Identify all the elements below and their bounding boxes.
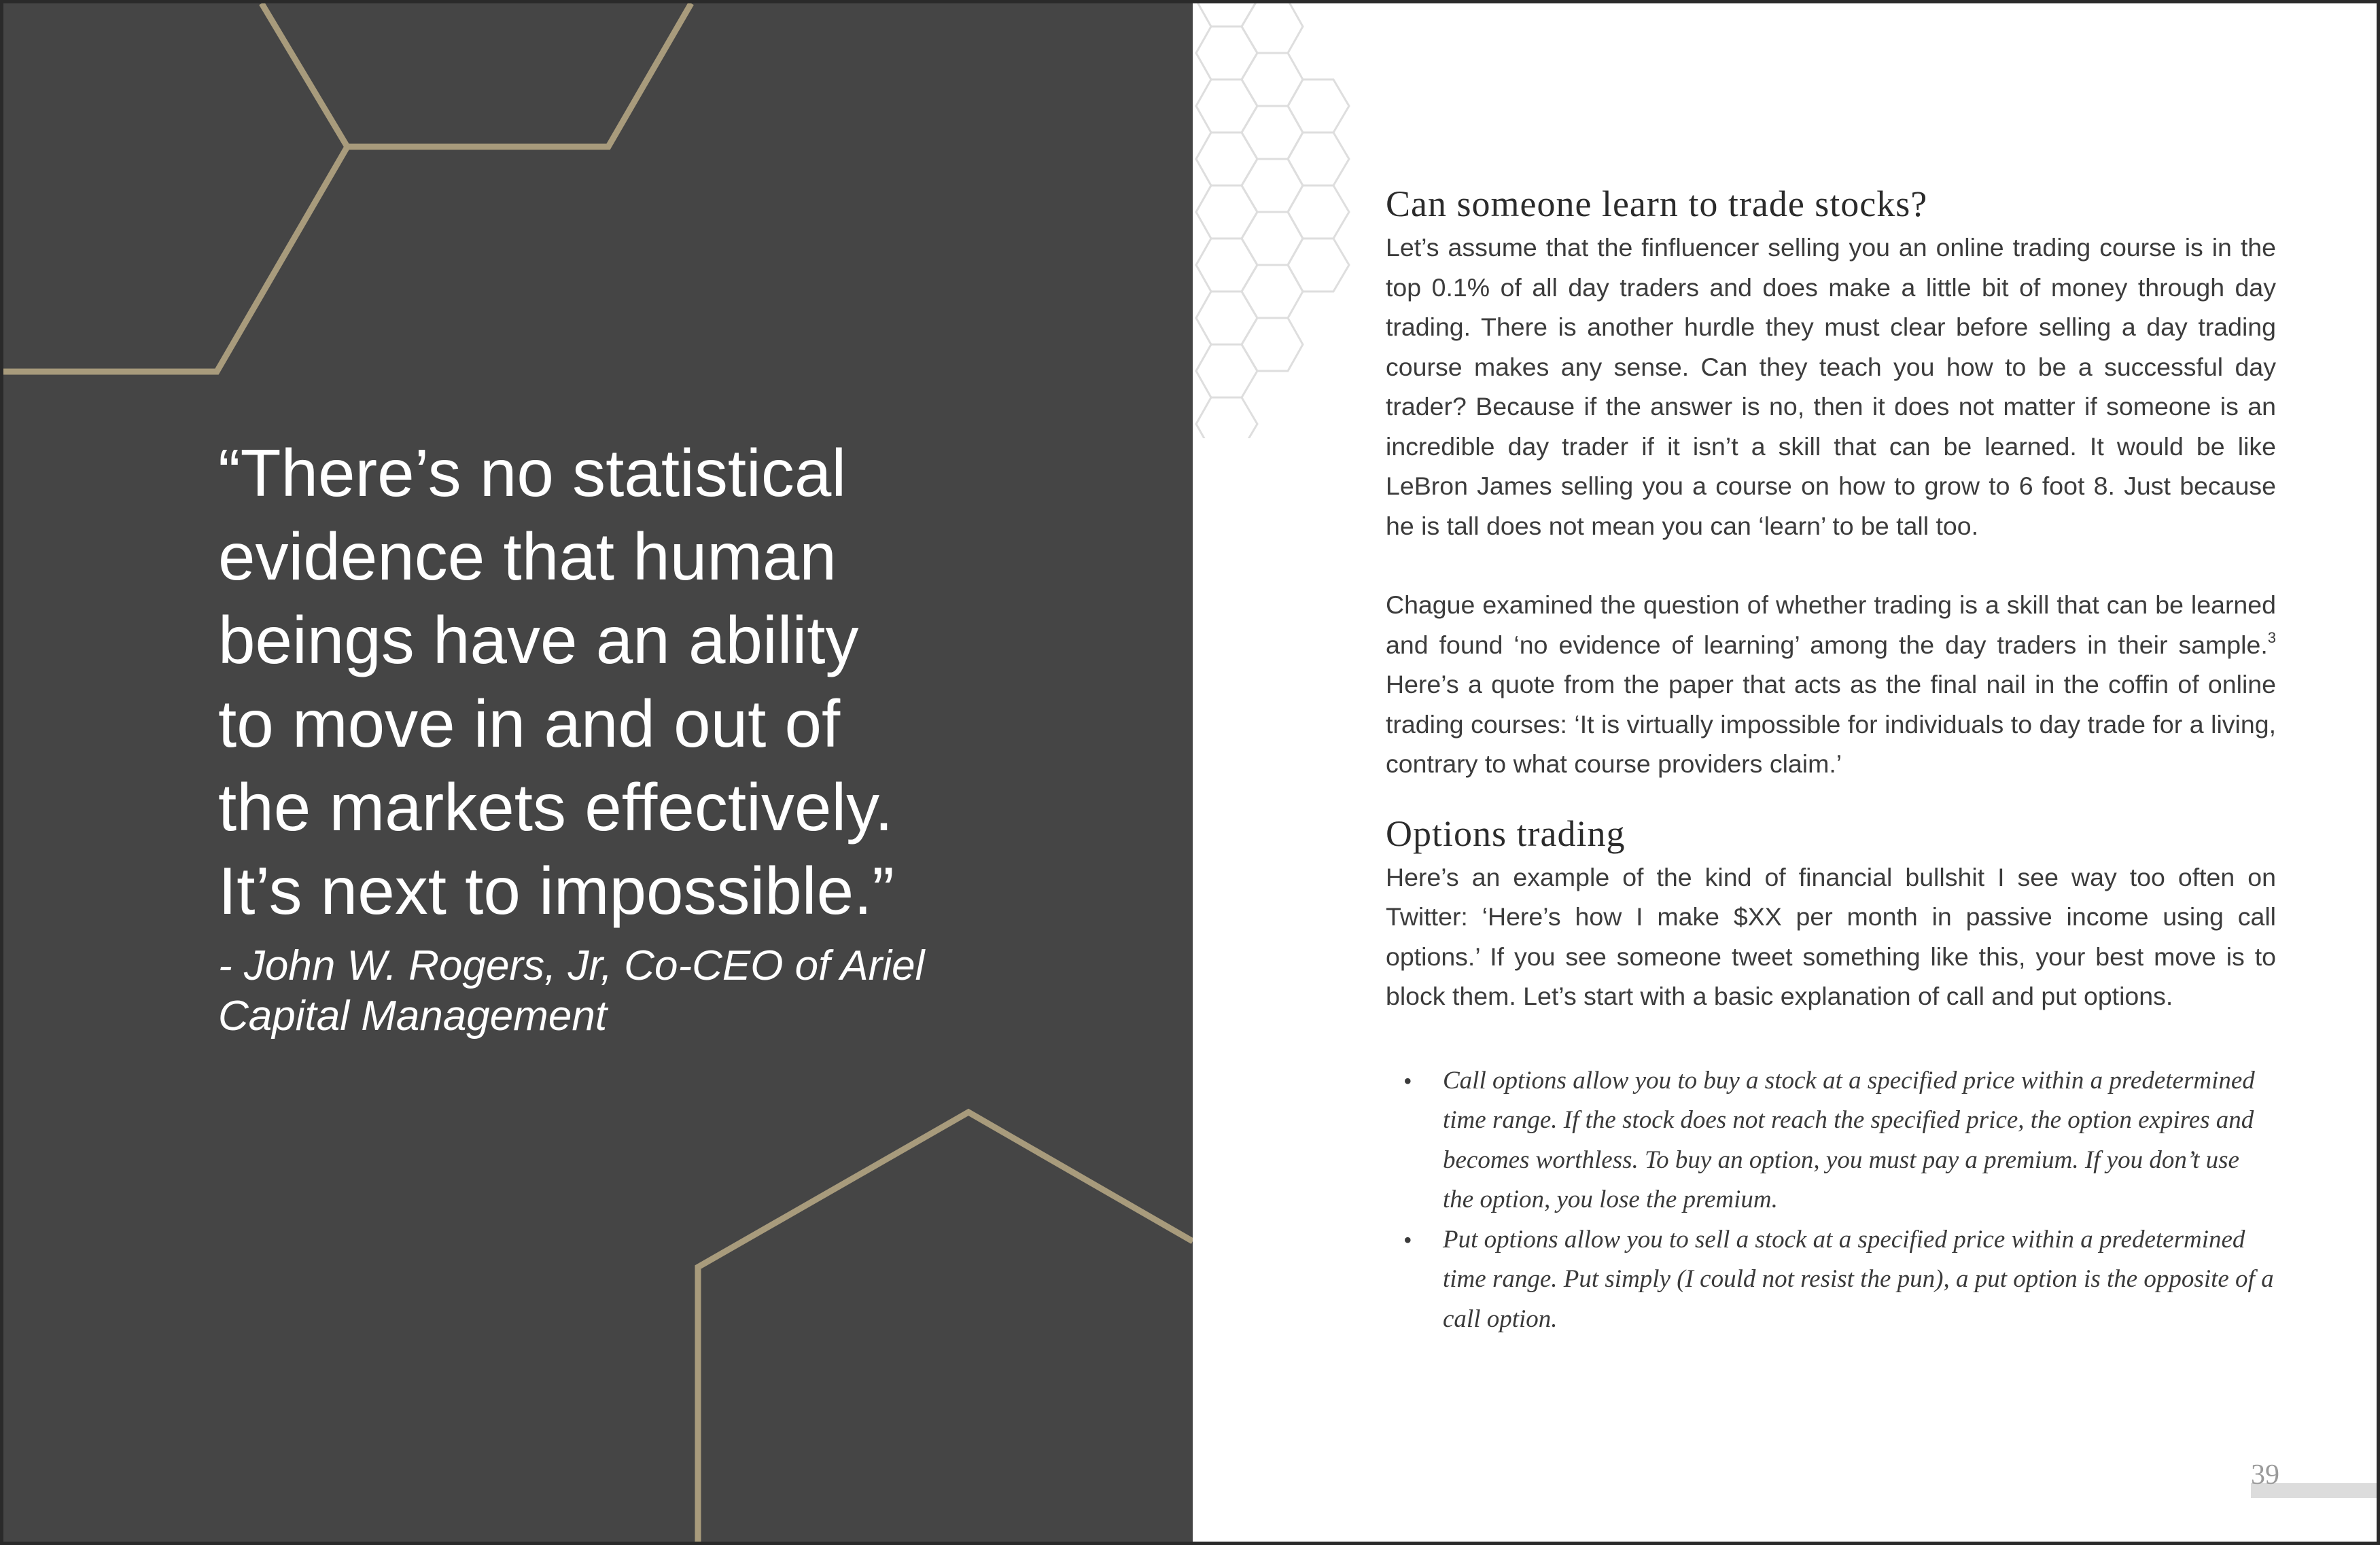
- section-heading-options-trading: Options trading: [1386, 813, 1626, 854]
- section-heading-learn-to-trade: Can someone learn to trade stocks?: [1386, 183, 1928, 224]
- bullet-item-call-options: • Call options allow you to buy a stock at a specified price within a predetermined time range. If the stock does not reach the specified price, the option expires and becomes worthless. To buy an option, you must pay a premium. If you don’t use the option, you lose the premium.: [1386, 1061, 2276, 1220]
- page-number: 39: [2251, 1459, 2279, 1491]
- left-page-quote-panel: [3, 3, 1193, 1545]
- paragraph: Let’s assume that the finfluencer selling you an online trading course is in the top 0.1% of all day traders and does make a little bit of money through day trading. There is another hurdle they must clear before selling a day trading course makes any sense. Can they teach you how to be a successful day trader? Because if the answer is no, then it does not matter if someone is an incredible day trader if it isn’t a skill that can be learned. It would be like LeBron James selling you a course on how to grow to 6 foot 8. Just because he is tall does not mean you can ‘learn’ to be tall too.: [1386, 233, 2276, 540]
- paragraph: Here’s an example of the kind of financial bullshit I see way too often on Twitter: ‘Here’s how I make $XX per month in passive income using call options.’ If you see someone tweet something like this, your best move is to block them. Let’s start with a basic explanation of call and put options.: [1386, 862, 2276, 1010]
- right-page-text: [1193, 3, 2380, 1545]
- main-content: [1386, 181, 2276, 1339]
- paragraph-text: Chague examined the question of whether trading is a skill that can be learned and found ‘no evidence of learning’ among the day traders in their sample.: [1386, 590, 2276, 659]
- quote-line: It’s next to impossible.”: [218, 853, 894, 928]
- paragraph-text: Here’s a quote from the paper that acts as the final nail in the coffin of online trading courses: ‘It is virtually impossible for individuals to day trade for a living, contrary to what course providers claim.’: [1386, 670, 2276, 778]
- paragraph-with-footnote: [1386, 585, 2276, 784]
- quote-line: evidence that human: [218, 519, 837, 594]
- footnote-reference: 3: [2267, 628, 2276, 646]
- quote-line: to move in and out of: [218, 686, 841, 761]
- attribution-line: Capital Management: [218, 993, 608, 1040]
- hexagon-pattern-graphic: [1193, 3, 1356, 438]
- bullet-item-put-options: • Put options allow you to sell a stock at a specified price within a predetermined time range. Put simply (I could not resist the pun), a put option is the opposite of a call option.: [1386, 1220, 2276, 1340]
- quote-line: beings have an ability: [218, 603, 859, 677]
- quote-line: the markets effectively.: [218, 770, 894, 845]
- quote-line: “There’s no statistical: [218, 436, 847, 510]
- quote-attribution: [218, 941, 1102, 1042]
- options-bullet-list: [1386, 1061, 2276, 1340]
- pull-quote: [218, 431, 1034, 933]
- attribution-line: - John W. Rogers, Jr, Co-CEO of Ariel: [218, 942, 925, 989]
